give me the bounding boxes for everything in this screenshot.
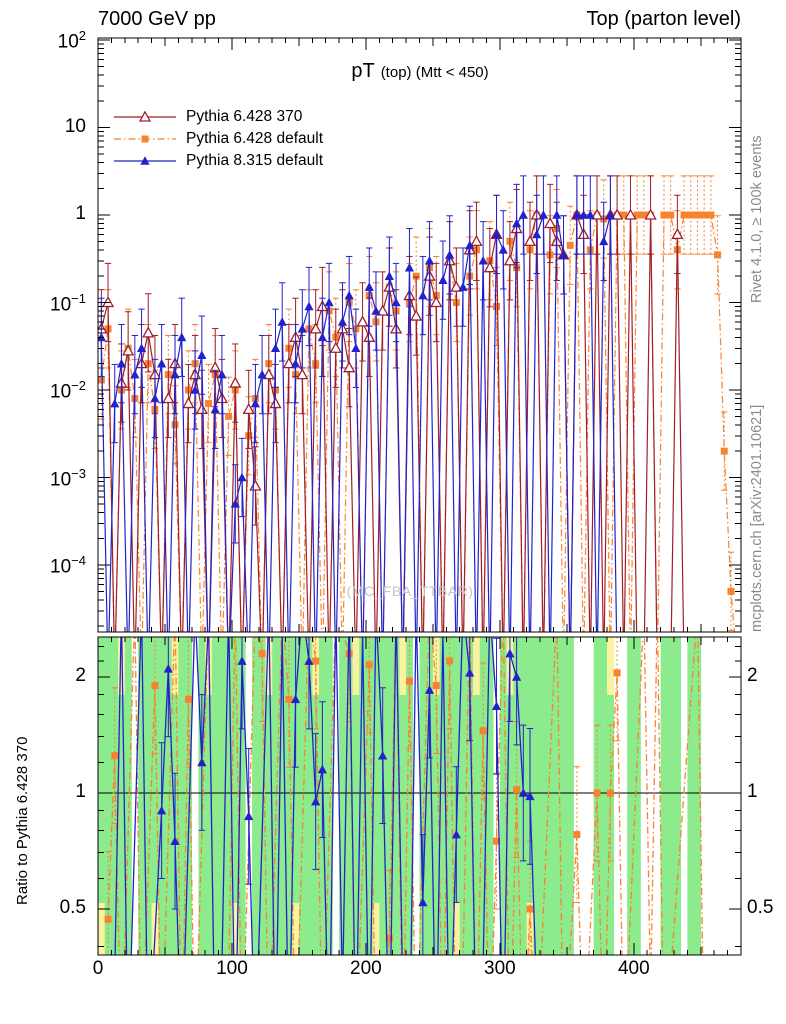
generator-version-note: Rivet 4.1.0, ≥ 100k events xyxy=(749,135,765,303)
beam-energy-label: 7000 GeV pp xyxy=(98,8,216,30)
legend-item-label: Pythia 6.428 default xyxy=(186,130,324,147)
legend xyxy=(112,106,323,172)
x-axis-tick-label: 0 xyxy=(92,958,104,979)
plot-title xyxy=(240,60,600,83)
process-label: Top (parton level) xyxy=(586,8,741,30)
ratio-tick-label-right: 1 xyxy=(747,781,758,802)
legend-item-pythia-6-428-370 xyxy=(112,106,323,128)
legend-item-pythia-6-428-default xyxy=(112,128,323,150)
y-axis-tick-label: $10^{-2}$ xyxy=(50,378,86,403)
mcplots-citation-note: mcplots.cern.ch [arXiv:2401.10621] xyxy=(749,404,765,632)
y-axis-tick-label: 10 xyxy=(64,115,86,137)
x-axis-tick-label: 100 xyxy=(216,958,248,979)
legend-item-pythia-8-315-default xyxy=(112,150,323,172)
y-axis-tick-label: $10^2$ xyxy=(57,28,86,53)
ratio-tick-label-right: 2 xyxy=(747,664,758,686)
legend-item-label: Pythia 8.315 default xyxy=(186,152,324,169)
x-axis-tick-label: 400 xyxy=(617,958,650,979)
ratio-axis-label: Ratio to Pythia 6.428 370 xyxy=(14,736,31,905)
plot-title-observable: pT xyxy=(351,60,375,82)
ratio-tick-label-left: 2 xyxy=(75,664,86,686)
y-axis-tick-label: $10^{-1}$ xyxy=(50,290,86,315)
ratio-tick-label-left: 1 xyxy=(75,781,86,802)
x-axis-tick-label: 300 xyxy=(484,958,516,979)
plot-title-cut: (top) (Mtt < 450) xyxy=(380,64,489,81)
legend-item-label: Pythia 6.428 370 xyxy=(186,108,303,125)
ratio-tick-label-right: 0.5 xyxy=(747,897,774,919)
y-axis-tick-label: $10^{-3}$ xyxy=(50,465,86,490)
y-axis-tick-label: $10^{-4}$ xyxy=(50,553,86,578)
x-axis-tick-label: 200 xyxy=(350,958,382,979)
y-axis-tick-label: 1 xyxy=(75,203,86,224)
markers-pythia-6428-default xyxy=(98,176,735,631)
legend-swatch-icon xyxy=(112,109,178,125)
legend-swatch-icon xyxy=(112,131,178,147)
analysis-watermark: (MC_FBA_TTBAR) xyxy=(346,583,474,599)
ratio-tick-label-left: 0.5 xyxy=(59,897,86,919)
legend-swatch-icon xyxy=(112,153,178,169)
